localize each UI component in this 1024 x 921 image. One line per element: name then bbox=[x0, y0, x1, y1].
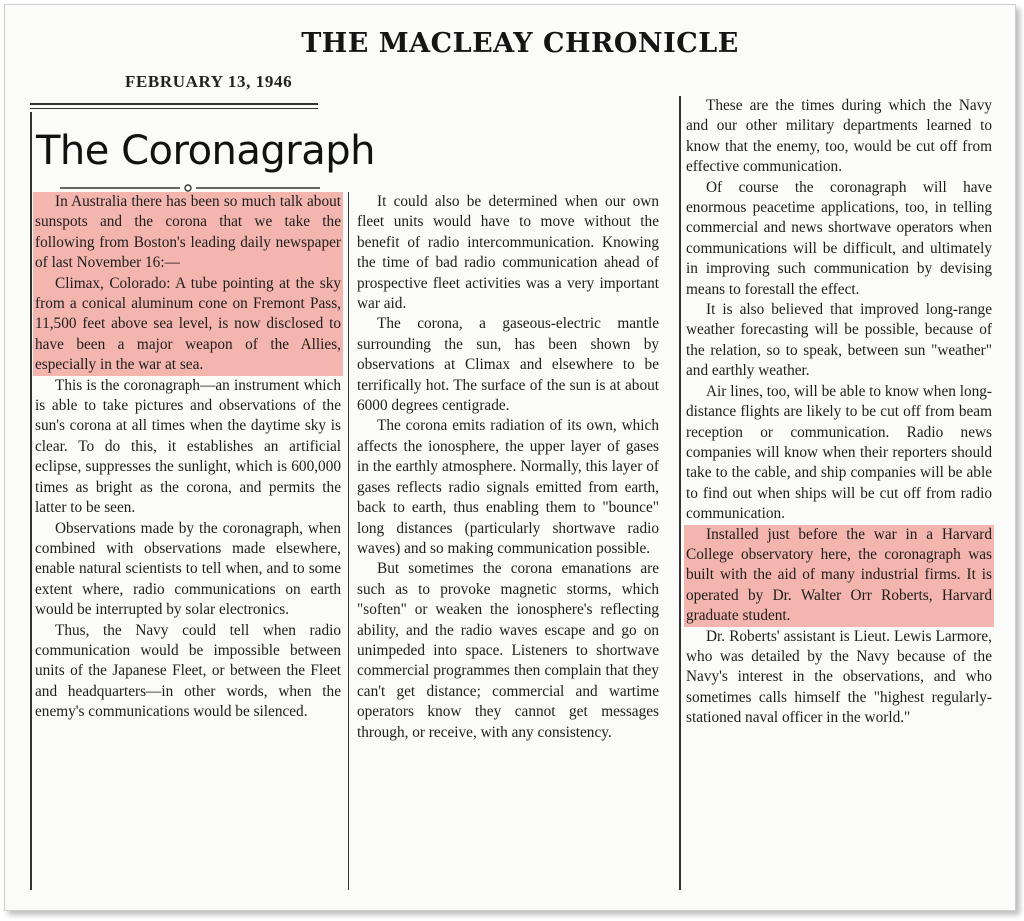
column-rule-1-2 bbox=[348, 192, 349, 890]
paragraph: It is also believed that improved long-range weather forecasting will be possible, because of the relation, so to speak, between sun "weather" and earthly weather. bbox=[686, 301, 992, 380]
masthead: THE MACLEAY CHRONICLE bbox=[301, 28, 739, 59]
paragraph: But sometimes the corona emanations are such as to provoke magnetic storms, which "soften" or weaken the ionosphere's reflecting ability, and the radio waves escape and go on unimpeded into space. Listeners to shortwave commercial programmes then complain that they can't get distance; commercial and wartime operators know they cannot get messages through, or receive, with any consistency. bbox=[357, 560, 659, 741]
column-rule-2-3 bbox=[679, 96, 681, 890]
paragraph-climax: Climax, Colorado: A tube pointing at the sky from a conical aluminum cone on Fremont Pass, 11,500 feet above sea level, is now disclosed to have been a major weapon of the Allies, especially in the war at sea. bbox=[33, 274, 343, 376]
dateline: FEBRUARY 13, 1946 bbox=[125, 72, 293, 91]
paragraph: Dr. Roberts' assistant is Lieut. Lewis Larmore, who was detailed by the Navy because of the Navy's interest in the observations, and who sometimes calls himself the "highest regularly-stationed naval officer in the world." bbox=[686, 627, 992, 727]
paragraph: These are the times during which the Navy and our other military departments learned to know that the enemy, too, would be cut off from effective communication. bbox=[686, 97, 992, 176]
paragraph: Observations made by the coronagraph, when combined with observations made elsewhere, enable natural scientists to tell when, and to some extent where, radio communications on earth would be interrupted by solar electronics. bbox=[35, 519, 341, 619]
paragraph-intro: In Australia there has been so much talk about sunspots and the corona that we take the following from Boston's leading daily newspaper of last November 16:— bbox=[33, 192, 343, 274]
paragraph: Of course the coronagraph will have enormous peacetime applications, too, in telling commercial and news shortwave operators when communications will be difficult, and ultimately in improving such communication by devising means to forestall the effect. bbox=[686, 178, 992, 298]
paragraph-harvard: Installed just before the war in a Harvard College observatory here, the coronagraph was built with the aid of many industrial firms. It is operated by Dr. Walter Orr Roberts, Harvard graduate student. bbox=[684, 525, 994, 627]
header-rule-thin bbox=[30, 108, 318, 109]
headline-ornament bbox=[60, 184, 320, 192]
paragraph: It could also be determined when our own fleet units would have to move without the benefit of radio intercommunication. Knowing the time of bad radio communication ahead of prospective fleet activities was a very important war aid. bbox=[357, 193, 659, 313]
article-headline: The Coronagraph bbox=[36, 128, 376, 174]
paragraph: The corona, a gaseous-electric mantle surrounding the sun, has been shown by observations at Climax and elsewhere to be terrifically hot. The surface of the sun is at about 6000 degrees centigrade. bbox=[357, 315, 659, 415]
column-rule-left bbox=[30, 112, 32, 890]
paragraph: Air lines, too, will be able to know when long-distance flights are likely to be cut off from beam reception or communication. Radio news companies will know when their reporters should take to the cable, and ship companies will be able to find out when ships will be cut off from radio communication. bbox=[686, 382, 992, 523]
article-column-2 bbox=[355, 192, 661, 890]
paragraph: The corona emits radiation of its own, which affects the ionosphere, the upper layer of gases in the earthly atmosphere. Normally, this layer of gases reflects radio signals emitted from earth, back to earth, thus enabling them to "bounce" long distances (particularly shortwave radio waves) and so making communication possible. bbox=[357, 417, 659, 557]
paragraph: This is the coronagraph—an instrument which is able to take pictures and observations of the sun's corona at all times when the daytime sky is clear. To do this, it establishes an artificial eclipse, suppresses the sunlight, which is 600,000 times as bright as the corona, and permits the latter to be seen. bbox=[35, 376, 341, 517]
article-column-1 bbox=[33, 192, 343, 890]
paragraph: Thus, the Navy could tell when radio communication would be impossible between units of the Japanese Fleet, or between the Fleet and headquarters—in other words, when the enemy's communications would be silenced. bbox=[35, 621, 341, 721]
article-column-3 bbox=[684, 96, 994, 890]
header-rule-thick bbox=[30, 103, 318, 105]
